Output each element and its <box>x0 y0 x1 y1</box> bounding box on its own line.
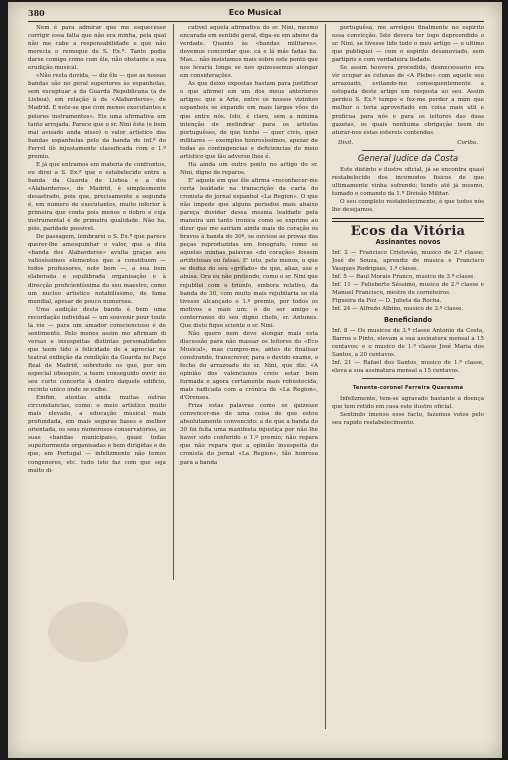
ecos-subtitle: Assinantes novos <box>375 238 441 247</box>
paragraph: portuguêsa, me arreigou finalmente no espirito essa convicção. Isto devera ter logo depreendido o sr. Nini, se tivesse lido todo o meu artigo — o ultimo que publiquei — com o espirito desanuviado, sem partipris e com verdadeira lisdade. <box>332 25 484 64</box>
signoff-dixit: Dixit. <box>338 139 354 146</box>
section-rule <box>332 221 484 222</box>
section-rule <box>362 150 453 151</box>
paragraph: cutivel aquela afirmativa do sr. Nini, mesmo encarada em sentido geral, diga-se em abono da verdade. Quanto às «bandas militares», devemos concordar que: cá e lá más fadas ha. Mas… não insistamos mais sobre este ponto que nos levaria longe se nos quizessemos alongar em considerações. <box>180 25 318 80</box>
paragraph: Uma audição desta banda é bem uma recordação individual — um souvenir pour toute la vie — para um amador consciencioso e de sentimento. Pelo menos assim mo afirmam di versas e insuspeitas distintas personalidades que teem tido a felicidade de a apreciar na teatral exibição da rendição da Guarda no Paço Real de Madrid, sobretudo os que, por um especial obsequio, a teem conseguido ouvir no seu curto concerto à dentro daquele edificio, recinto unico onde se exibe. <box>28 306 166 394</box>
article-signoff <box>332 139 484 147</box>
list-item: Inf. 8 — Os musicos de 3.ª classe Antonio da Costa, Barros e Pinto, elevam a sua assinatura mensal a 15 centavos; e o musico de 1.ª classe José Maria dos Santos, a 20 centavos. <box>332 327 484 358</box>
page-number: 380 <box>28 8 45 18</box>
column-divider <box>325 24 326 729</box>
section-rule <box>362 378 453 379</box>
column-divider <box>173 24 174 580</box>
column-3 <box>332 24 484 744</box>
paragraph: Emfim, atentas ainda muitas outras circunstancias, como: o meio artistico muito mais elevado, a educação musical mais profundada, em mais seguras bases e melhor orientada, os seus numerosos conservatorios, as suas «bandas municipais», quasi todas superiormente organisadas e bem dirigidas e de que, em Portugal — infelizmente não temos congeneres, etc. tudo isto faz com que seja muito di- <box>28 395 166 474</box>
list-item: Inf. 24 — Alfredo Albino, musico de 3.ª classe. <box>332 306 464 313</box>
ecos-section-title: Ecos da Vitória <box>350 224 466 240</box>
paragraph: Se assim houvera procedido, desnecessario era vir ocupar as colunas de «A Plebe» com aquele seu arrazoado, evitando-me consequentemente a estopada deste artigo em resposta ao seu. Assim perdeu S. Ex.ª tempo e fez-me perder a mim que melhor o teria aproveitado em coisa mais util e proficua para nós e para os leitores das duas gazetas, os quais nenhuma obrigação teem de aturar-nos estas estereis contendas. <box>332 65 484 136</box>
paragraph: Friza estas palavras como se quizesse convencer-me de uma coisa de que estou absolutamente convencido: a de que a banda do 30 foi feita uma manifesta injustiça por não lhe haver sido conferido o 1.º premio; não repara que não repara que a opinião insuspeita do cronista do jornal «La Region», tão honrosa para a banda <box>180 403 318 466</box>
list-item: Inf. 11 — Felisberto Séssimo, musico de 2.ª classe e Manuel Francisco, mestre de corneteiros. <box>332 282 484 297</box>
paragraph: E' aquele em que êle afirma «reconhecer-me certa lealdade na transcrição da carta do cronista do jornal espanhol «La Region». O que não impede que alguns periodos mais abaixo pareça duvidar dessa mesma lealdade pela maneira um tanto ironica como se exprime ao dizer que me sairiam ainda mais do coração os bravos à banda do 30º, se ouvisse as provas das peças reproduzidas em fonografo, como se aquelas minhas palavras «do coração» fossem artificiosas ou falsas. E' isto, pelo menos, o que se deduz do seu «grifado» de que, aliaz, use e abusa. Ora eu não pretendo, como o sr. Nini que rejubilei com o triunfo, embora relativo, da banda do 30, com muito mais rejubilaria se ela tivesse alcançado o 1.º premio, por todos os motivos e mais um: o de ser amigo e conterraneo do seu digno chefe, sr. Antunes. Que disto fique sciente o sr. Nini. <box>180 177 318 329</box>
list-item: Inf. 5 — Raul Morais Franco, musico de 3.ª classe. <box>332 274 476 281</box>
beneficiando-title: Beneficiando <box>383 315 433 324</box>
paragraph: Sentindo imenso esse facto, fazemos votos pelo seu rapido restabelecimento. <box>332 411 484 427</box>
paragraph: As que deixo expostas bastam para justificar o que afirmei em um dos meus anteriores artigos: que a Arte, entre os nossos vizinhos espanhois se expande em mais largos vôos do que entre nós. Isto, é claro, sem a minima intenção de melindrar para os artistas portuguêses, de que tenho — quer civis, quer militares — exemplos honrosíssimos, apezar de todas as contingencias e deficiencias do meio artistico que lão adverso lhes é. <box>180 81 318 160</box>
paragraph: Este distinto e ilustre oficial, já se encontra quasi restabelecido dos incomodos fisicos de que ultimamente vinha sofrendo; tendo até já mesmo, tomado o comando da 1.ª Divisão Militar. <box>332 166 484 197</box>
column-2 <box>180 24 318 724</box>
list-item: Inf. 2 — Francisco Cristovão, musico de 2.ª classe; José de Souza, aprendiz de musica e Francisco Vasques Rodrigues, 1.º classe. <box>332 250 484 273</box>
signoff-author: Coriba. <box>457 139 478 146</box>
header-rule <box>28 21 484 22</box>
tenente-section-title: Tenente-coronel Ferreira Quaresma <box>352 384 464 391</box>
section-rule <box>332 218 484 219</box>
general-section-title: General Judice da Costa <box>357 152 459 163</box>
paragraph: Ha ainda um outro ponto no artigo do sr. Nini, digno de reparos. <box>180 161 318 176</box>
list-item: Figueira da Foz — D. Julieta da Rocha. <box>332 298 442 305</box>
newspaper-page <box>8 2 502 758</box>
paragraph: O seu completo restabelecimento, é que todos nós lhe desejamos. <box>332 198 484 213</box>
list-item: Inf. 21 — Rafael dos Santos, musico de 1.ª classe, eleva a sua assinatura mensal a 15 centavos. <box>332 359 484 374</box>
paper-stain <box>48 602 128 662</box>
publication-title: Eco Musical <box>228 8 282 17</box>
paragraph: De passagem, lembrarei o S. Ex.ª que parece querer-lhe amesquinhar o valor, que a dita «banda dos Alabarderos» avulta graças aos valiosíssimos elementos que a constituem — todos professores, note bem —, a sua bem elaborada e equilibrada organisação e à direcção proficientíssima do seu maestro, como um nucleo artistico notabilíssimo, de fama mundial, apesar de pouco numerosa. <box>28 234 166 305</box>
paragraph: Nem é para admirar que me esquecesse corrigir essa falta que não era minha, pela qual não me cabe a responsabilidade e que não merecia o remoque de S. Ex.ª. Tanto podia darse comigo como com êle, não obstante a sua erudição musical. <box>28 25 166 72</box>
paragraph: Não quero nem devo alongar mais esta discussão para não massar os leitores do «Eco Musical», mas cumpre-me, antes de finalisar constrando, transcrever, para o devido exame, o fecho do arrazoado do sr. Nini, que diz: «A opinião dos valencianos creio estar bem formada e agora certamente mais robustecida, mais radicada com a crónica de «La Region», d'Orenses. <box>180 330 318 402</box>
running-head <box>28 8 482 20</box>
paragraph: «Não resta duvida, — diz êle — que as nossas bandas são no geral superiores às espanholas, sem exceptuar a da Guarda Republicana (a de Lisboa), em relação à de «Alabarderos», de Madrid. E note-se que com menos executantes e peiores instrumentos». Eis uma afirmativa um tanto arrojada. Parece que o sr. Nini êste (e bem mal avisado anda nisso) o valor artístico das bandas espanholas pelo da banda de inf.ª do Ferrol ilò injustamente classificada com o 1.º premio. <box>28 73 166 160</box>
column-1 <box>28 24 166 580</box>
paragraph: Infelizmente, tem-se agravado bastante a doença que tem retido em casa este ilustre oficial. <box>332 395 484 410</box>
paragraph: E já que entramos em materia de confrontos, eu direi a S. Ex.ª que o estabelecido entre a banda da Guarda de Lisboa e a dos «Alabarderos», de Madrid, é simplesmente desastrado, pois que, precisamente a segunda é, em numero de executantes, muito inferior à primeira que conta pois menos o dobro e cuja instrumental é de primeira qualidade. Não ha, pois, paridade possivel. <box>28 161 166 233</box>
